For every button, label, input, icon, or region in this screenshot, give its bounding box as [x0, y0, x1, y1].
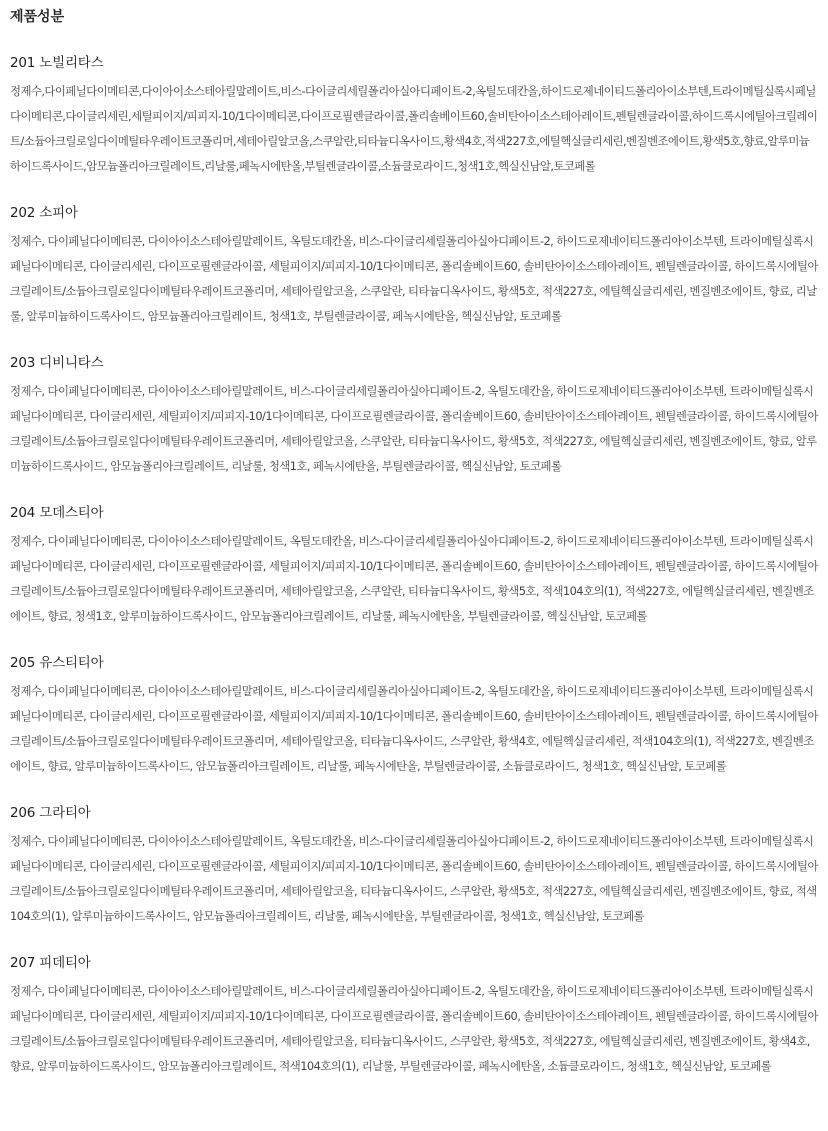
product-name: 202 소피아 — [10, 205, 78, 221]
product-section — [10, 653, 818, 779]
ingredient-list: 정제수, 다이페닐다이메티콘, 다이아이소스테아릴말레이트, 비스-다이글리세릴폴리아실아디페이트-2, 옥틸도데칸올, 하이드로제네이티드폴리아이소부텐, 트라이메틸실록시페닐다이메티콘, 다이글리세린, 다이프로필렌글라이콜, 세틸피이지/피피지-10/1다이메티콘, 폴리솔베이트60, 솔비탄아이소스테아레이트, 펜틸렌글라이콜, 하이드록시에틸아크릴레이트/소듐아크릴로일다이메틸타우레이트코폴리머, 세테아릴알코올, 티타늄디옥사이드, 스쿠알란, 황색4호, 에틸헥실글리세린, 적색104호의(1), 적색227호, 벤질벤조에이트, 향료, 알루미늄하이드록사이드, 암모늄폴리아크릴레이트, 리날룰, 페녹시에탄올, 부틸렌글라이콜, 소듐클로라이드, 청색1호, 헥실신남알, 토코페롤 — [10, 684, 818, 773]
product-section — [10, 353, 818, 479]
product-section — [10, 803, 818, 929]
product-name: 203 디비니타스 — [10, 355, 104, 371]
ingredient-list: 정제수,다이페닐다이메티콘,다이아이소스테아릴말레이트,비스-다이글리세릴폴리아실아디페이트-2,옥틸도데칸올,하이드로제네이티드폴리아이소부텐,트라이메틸실록시페닐다이메티콘,다이글리세린,세틸피이지/피피지-10/1다이메티콘,다이프로필렌글라이콜,폴리솔베이트60,솔비탄아이소스테아레이트,펜틸렌글라이콜,하이드록시에틸아크릴레이트/소듐아크릴로일다이메틸타우레이트코폴리머,세테아릴알코올,스쿠알란,티타늄디옥사이드,황색4호,적색227호,에틸헥실글리세린,벤질벤조에이트,황색5호,향료,알루미늄하이드록사이드,암모늄폴리아크릴레이트,리날룰,페녹시에탄올,부틸렌글라이콜,소듐클로라이드,청색1호,헥실신남알,토코페롤 — [10, 84, 818, 173]
product-name: 207 피데티아 — [10, 955, 91, 971]
product-name: 201 노빌리타스 — [10, 55, 104, 71]
ingredient-list: 정제수, 다이페닐다이메티콘, 다이아이소스테아릴말레이트, 비스-다이글리세릴폴리아실아디페이트-2, 옥틸도데칸올, 하이드로제네이티드폴리아이소부텐, 트라이메틸실록시페닐다이메티콘, 다이글리세린, 세틸피이지/피피지-10/1다이메티콘, 다이프로필렌글라이콜, 폴리솔베이트60, 솔비탄아이소스테아레이트, 펜틸렌글라이콜, 하이드록시에틸아크릴레이트/소듐아크릴로일다이메틸타우레이트코폴리머, 세테아릴알코올, 티타늄디옥사이드, 스쿠알란, 황색5호, 적색227호, 에틸헥실글리세린, 벤질벤조에이트, 황색4호, 향료, 알루미늄하이드록사이드, 암모늄폴리아크릴레이트, 적색104호의(1), 리날룰, 부틸렌글라이콜, 페녹시에탄올, 소듐클로라이드, 청색1호, 헥실신남알, 토코페롤 — [10, 984, 818, 1073]
product-section — [10, 953, 818, 1079]
product-name: 204 모데스티아 — [10, 505, 104, 521]
ingredient-list: 정제수, 다이페닐다이메티콘, 다이아이소스테아릴말레이트, 옥틸도데칸올, 비스-다이글리세릴폴리아실아디페이트-2, 하이드로제네이티드폴리아이소부텐, 트라이메틸실록시페닐다이메티콘, 다이글리세린, 다이프로필렌글라이콜, 세틸피이지/피피지-10/1다이메티콘, 폴리솔베이트60, 솔비탄아이소스테아레이트, 펜틸렌글라이콜, 하이드록시에틸아크릴레이트/소듐아크릴로일다이메틸타우레이트코폴리머, 세테아릴알코올, 스쿠알란, 티타늄디옥사이드, 황색5호, 적색227호, 에틸헥실글리세린, 벤질벤조에이트, 향료, 리날룰, 알루미늄하이드록사이드, 암모늄폴리아크릴레이트, 청색1호, 부틸렌글라이콜, 페녹시에탄올, 헥실신남알, 토코페롤 — [10, 234, 818, 323]
ingredient-list: 정제수, 다이페닐다이메티콘, 다이아이소스테아릴말레이트, 비스-다이글리세릴폴리아실아디페이트-2, 옥틸도데칸올, 하이드로제네이티드폴리아이소부텐, 트라이메틸실록시페닐다이메티콘, 다이글리세린, 세틸피이지/피피지-10/1다이메티콘, 다이프로필렌글라이콜, 폴리솔베이트60, 솔비탄아이소스테아레이트, 펜틸렌글라이콜, 하이드록시에틸아크릴레이트/소듐아크릴로일다이메틸타우레이트코폴리머, 세테아릴알코올, 스쿠알란, 티타늄디옥사이드, 황색5호, 적색227호, 에틸헥실글리세린, 벤질벤조에이트, 향료, 알루미늄하이드록사이드, 암모늄폴리아크릴레이트, 리날룰, 청색1호, 페녹시에탄올, 부틸렌글라이콜, 헥실신남알, 토코페롤 — [10, 384, 818, 473]
product-section — [10, 203, 818, 329]
product-section — [10, 53, 818, 179]
page-title: 제품성분 — [10, 9, 65, 25]
ingredient-list: 정제수, 다이페닐다이메티콘, 다이아이소스테아릴말레이트, 옥틸도데칸올, 비스-다이글리세릴폴리아실아디페이트-2, 하이드로제네이티드폴리아이소부텐, 트라이메틸실록시페닐다이메티콘, 다이글리세린, 다이프로필렌글라이콜, 세틸피이지/피피지-10/1다이메티콘, 폴리솔베이트60, 솔비탄아이소스테아레이트, 펜틸렌글라이콜, 하이드록시에틸아크릴레이트/소듐아크릴로일다이메틸타우레이트코폴리머, 세테아릴알코올, 스쿠알란, 티타늄디옥사이드, 황색5호, 적색104호의(1), 적색227호, 에틸헥실글리세린, 벤질벤조에이트, 향료, 청색1호, 알루미늄하이드록사이드, 암모늄폴리아크릴레이트, 리날룰, 페녹시에탄올, 부틸렌글라이콜, 헥실신남알, 토코페롤 — [10, 534, 818, 623]
product-name: 206 그라티아 — [10, 805, 91, 821]
ingredient-list: 정제수, 다이페닐다이메티콘, 다이아이소스테아릴말레이트, 옥틸도데칸올, 비스-다이글리세릴폴리아실아디페이트-2, 하이드로제네이티드폴리아이소부텐, 트라이메틸실록시페닐다이메티콘, 다이글리세린, 다이프로필렌글라이콜, 세틸피이지/피피지-10/1다이메티콘, 폴리솔베이트60, 솔비탄아이소스테아레이트, 펜틸렌글라이콜, 하이드록시에틸아크릴레이트/소듐아크릴로일다이메틸타우레이트코폴리머, 세테아릴알코올, 티타늄디옥사이드, 스쿠알란, 황색5호, 적색227호, 에틸헥실글리세린, 벤질벤조에이트, 향료, 적색104호의(1), 알루미늄하이드록사이드, 암모늄폴리아크릴레이트, 리날룰, 페녹시에탄올, 부틸렌글라이콜, 청색1호, 헥실신남알, 토코페롤 — [10, 834, 818, 923]
product-name: 205 유스티티아 — [10, 655, 104, 671]
product-section — [10, 503, 818, 629]
